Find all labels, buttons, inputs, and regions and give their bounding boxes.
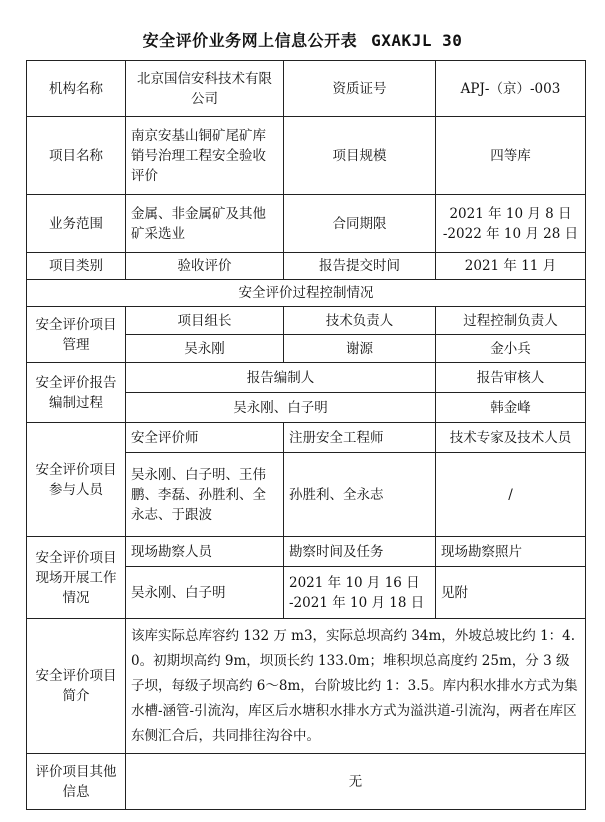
report-author-value: 吴永刚、白子明 — [126, 393, 436, 423]
table-row — [27, 307, 586, 335]
scope-value: 金属、非金属矿及其他矿采选业 — [126, 195, 284, 253]
submit-value: 2021 年 11 月 — [436, 253, 586, 280]
contract-value — [436, 195, 586, 253]
scale-label: 项目规模 — [284, 117, 436, 195]
staff-engineer-value: 孙胜利、全永志 — [284, 453, 436, 537]
site-time-end: -2021 年 10 月 18 日 — [289, 594, 425, 611]
cert-value: APJ-（京）-003 — [436, 61, 586, 117]
table-row — [27, 754, 586, 810]
scale-value: 四等库 — [436, 117, 586, 195]
table-row — [27, 537, 586, 567]
site-header-staff: 现场勘察人员 — [126, 537, 284, 567]
report-reviewer-value: 韩金峰 — [436, 393, 586, 423]
other-value: 无 — [126, 754, 586, 810]
table-row — [27, 619, 586, 754]
mgmt-header-leader: 项目组长 — [126, 307, 284, 335]
table-row — [27, 61, 586, 117]
org-label: 机构名称 — [27, 61, 126, 117]
scope-label: 业务范围 — [27, 195, 126, 253]
table-row — [27, 423, 586, 453]
site-time-value — [284, 567, 436, 619]
site-header-time: 勘察时间及任务 — [284, 537, 436, 567]
site-photo-value: 见附 — [436, 567, 586, 619]
staff-evaluator-value: 吴永刚、白子明、王伟鹏、李磊、孙胜利、全永志、于跟波 — [126, 453, 284, 537]
other-label: 评价项目其他信息 — [27, 754, 126, 810]
intro-label: 安全评价项目简介 — [27, 619, 126, 754]
info-table — [26, 60, 586, 810]
table-row — [27, 280, 586, 307]
contract-start: 2021 年 10 月 8 日 — [449, 205, 572, 222]
page-title — [0, 28, 605, 51]
process-header: 安全评价过程控制情况 — [27, 280, 586, 307]
staff-label: 安全评价项目参与人员 — [27, 423, 126, 537]
mgmt-tech-value: 谢源 — [284, 335, 436, 363]
table-row — [27, 253, 586, 280]
title-text: 安全评价业务网上信息公开表 — [142, 31, 358, 50]
contract-end: -2022 年 10 月 28 日 — [442, 225, 579, 242]
site-header-photo: 现场勘察照片 — [436, 537, 586, 567]
mgmt-leader-value: 吴永刚 — [126, 335, 284, 363]
site-label: 安全评价项目现场开展工作情况 — [27, 537, 126, 619]
org-value: 北京国信安科技术有限公司 — [126, 61, 284, 117]
mgmt-header-tech: 技术负责人 — [284, 307, 436, 335]
mgmt-label: 安全评价项目管理 — [27, 307, 126, 363]
table-row — [27, 117, 586, 195]
site-time-start: 2021 年 10 月 16 日 — [289, 574, 420, 591]
staff-header-engineer: 注册安全工程师 — [284, 423, 436, 453]
site-staff-value: 吴永刚、白子明 — [126, 567, 284, 619]
title-code: GXAKJL 30 — [371, 31, 463, 50]
intro-value: 该库实际总库容约 132 万 m3，实际总坝高约 34m，外坡总坡比约 1：4.0。初期坝高约 9m，坝顶长约 133.0m；堆积坝总高度约 25m，分 3 级子坝，每级子坝高约 6～8m，台阶坡比约 1：3.5。库内积水排水方式为集水槽-涵管-引流沟，库区后水塘积水排水方式为溢洪道-引流沟，两者在库区东侧汇合后，共同排往沟谷中。 — [126, 619, 586, 754]
type-value: 验收评价 — [126, 253, 284, 280]
mgmt-header-process: 过程控制负责人 — [436, 307, 586, 335]
contract-label: 合同期限 — [284, 195, 436, 253]
table-row — [27, 363, 586, 393]
mgmt-process-value: 金小兵 — [436, 335, 586, 363]
cert-label: 资质证号 — [284, 61, 436, 117]
project-name-label: 项目名称 — [27, 117, 126, 195]
submit-label: 报告提交时间 — [284, 253, 436, 280]
table-row — [27, 195, 586, 253]
report-header-author: 报告编制人 — [126, 363, 436, 393]
staff-header-expert: 技术专家及技术人员 — [436, 423, 586, 453]
staff-expert-value: / — [436, 453, 586, 537]
project-name-value: 南京安基山铜矿尾矿库销号治理工程安全验收评价 — [126, 117, 284, 195]
type-label: 项目类别 — [27, 253, 126, 280]
report-header-reviewer: 报告审核人 — [436, 363, 586, 393]
staff-header-evaluator: 安全评价师 — [126, 423, 284, 453]
report-label: 安全评价报告编制过程 — [27, 363, 126, 423]
